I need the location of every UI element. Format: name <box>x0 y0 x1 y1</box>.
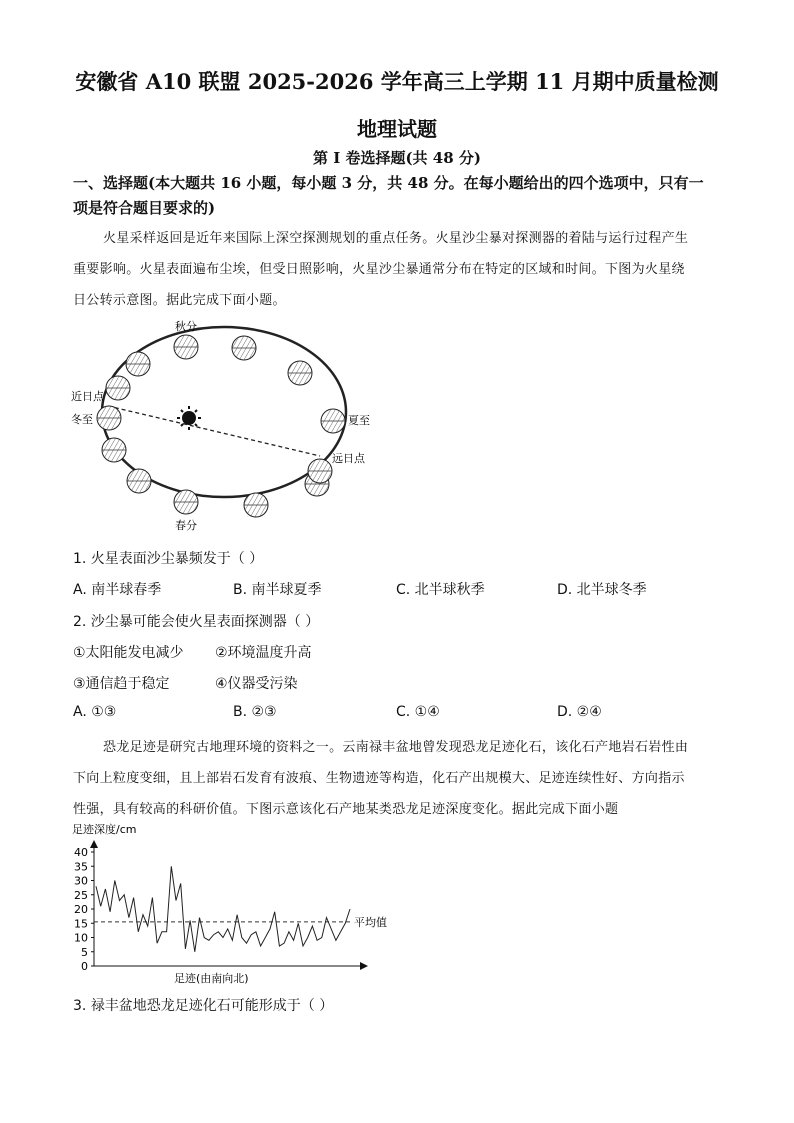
footprint-depth-chart <box>70 820 410 990</box>
q2-option-c[interactable]: C. ①④ <box>396 704 440 720</box>
passage2-line1: 恐龙足迹是研究古地理环境的资料之一。云南禄丰盆地曾发现恐龙足迹化石，该化石产地岩石岩性由 <box>103 740 689 755</box>
label-winter: 冬至 <box>71 413 93 426</box>
y-tick-label: 5 <box>81 945 88 959</box>
passage1-line1: 火星采样返回是近年来国际上深空探测规划的重点任务。火星沙尘暴对探测器的着陆与运行过程产生 <box>103 231 689 246</box>
mars-globe-icon <box>288 361 312 385</box>
section-instruction-line1: 一、选择题(本大题共 16 小题，每小题 3 分，共 48 分。在每小题给出的四个选项中，只有一 <box>73 174 704 192</box>
mars-globe-icon <box>97 406 121 430</box>
sun-icon <box>177 406 201 430</box>
q1-option-d[interactable]: D. 北半球冬季 <box>557 582 647 598</box>
mars-orbit-diagram <box>60 310 390 535</box>
passage2-line2: 下向上粒度变细，且上部岩石发育有波痕、生物遗迹等构造，化石产出规模大、足迹连续性好、方向指示 <box>73 771 685 786</box>
q2-item-3: ③通信趋于稳定 <box>73 676 170 692</box>
passage1-line3: 日公转示意图。据此完成下面小题。 <box>73 293 286 308</box>
mars-globe-icon <box>174 490 198 514</box>
q1-option-a[interactable]: A. 南半球春季 <box>73 582 162 598</box>
y-tick-label: 0 <box>81 960 88 973</box>
y-tick-label: 25 <box>74 888 88 902</box>
q2-item-2: ②环境温度升高 <box>215 645 312 661</box>
subject-title: 地理试题 <box>357 117 437 141</box>
mars-globe-icon <box>127 469 151 493</box>
q1-option-b[interactable]: B. 南半球夏季 <box>233 582 322 598</box>
q2-option-a[interactable]: A. ①③ <box>73 704 117 720</box>
mars-globe-icon <box>308 459 332 483</box>
x-axis-label: 足迹(由南向北) <box>174 972 249 985</box>
y-tick-label: 30 <box>74 874 88 888</box>
y-tick-label: 20 <box>74 903 88 916</box>
label-spring: 春分 <box>175 519 197 532</box>
label-aphelion: 远日点 <box>332 452 365 465</box>
q2-item-4: ④仪器受污染 <box>215 676 298 692</box>
passage2-line3: 性强，具有较高的科研价值。下图示意该化石产地某类恐龙足迹深度变化。据此完成下面小题 <box>73 802 619 817</box>
y-tick-label: 15 <box>74 917 88 931</box>
q2-stem: 2. 沙尘暴可能会使火星表面探测器（ ） <box>73 614 320 630</box>
q3-stem: 3. 禄丰盆地恐龙足迹化石可能形成于（ ） <box>73 998 334 1014</box>
y-tick-label: 10 <box>74 931 88 945</box>
mars-globe-icon <box>244 493 268 517</box>
mars-globe-icon <box>232 336 256 360</box>
label-autumn: 秋分 <box>175 320 197 333</box>
y-tick-label: 40 <box>74 846 88 859</box>
label-summer: 夏至 <box>348 414 370 427</box>
document-title: 安徽省 A10 联盟 2025-2026 学年高三上学期 11 月期中质量检测 <box>75 69 719 94</box>
y-tick-label: 35 <box>74 860 88 874</box>
apsis-line <box>108 406 320 456</box>
q2-option-b[interactable]: B. ②③ <box>233 704 277 720</box>
y-axis-label: 足迹深度/cm <box>72 823 137 836</box>
part-heading: 第 I 卷选择题(共 48 分) <box>313 149 481 167</box>
mars-globe-icon <box>102 438 126 462</box>
mars-globe-icon <box>174 335 198 359</box>
q2-item-1: ①太阳能发电减少 <box>73 645 184 661</box>
passage1-line2: 重要影响。火星表面遍布尘埃，但受日照影响，火星沙尘暴通常分布在特定的区域和时间。下图为火星绕 <box>73 262 685 277</box>
q2-option-d[interactable]: D. ②④ <box>557 704 602 720</box>
section-instruction-line2: 项是符合题目要求的) <box>73 199 216 217</box>
footprint-depth-series <box>96 866 350 952</box>
q1-option-c[interactable]: C. 北半球秋季 <box>396 582 485 598</box>
mars-globe-icon <box>126 352 150 376</box>
mars-globe-icon <box>106 376 130 400</box>
mars-globe-icon <box>321 409 345 433</box>
mean-label: 平均值 <box>354 915 387 929</box>
label-perihelion: 近日点 <box>71 390 104 403</box>
q1-stem: 1. 火星表面沙尘暴频发于（ ） <box>73 551 264 567</box>
